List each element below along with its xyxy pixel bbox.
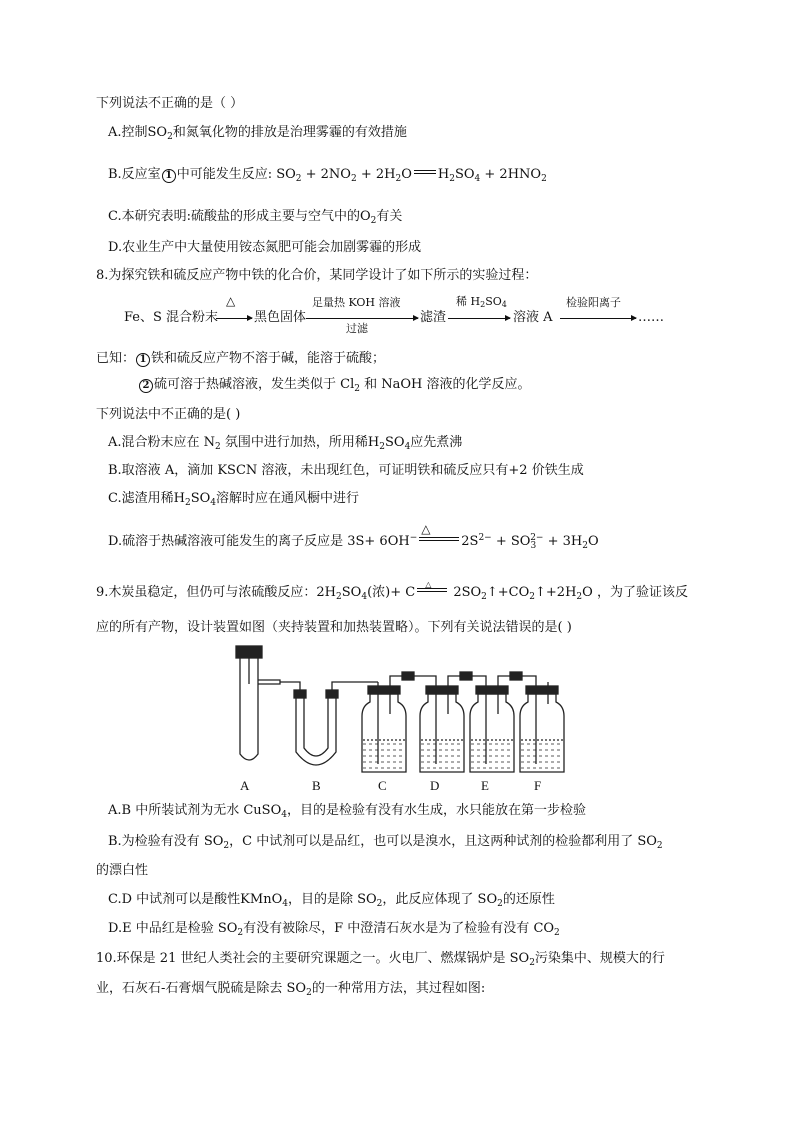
option-8d: D.硫溶于热碱溶液可能发生的离子反应是 3S+ 6OH− △ $2S^{2-} + SO_3^{2-} + 3H_2O$ [108, 522, 599, 551]
option-9b: B.为检验有没有 $SO_2$，C 中试剂可以是品红，也可以是溴水，且这两种试剂的检验都利用了 $SO_2$ [108, 834, 663, 851]
label-c: C [378, 778, 387, 793]
flow-start: Fe、S 混合粉末 [124, 310, 219, 325]
arrow-icon [306, 318, 418, 319]
bottle-c [362, 682, 406, 772]
question-10-line1: 10.环保是 21 世纪人类社会的主要研究课题之一。火电厂、燃煤锅炉是 $SO_2$污染集中、规模大的行 [96, 951, 665, 968]
flow-residue: 滤渣 [420, 310, 447, 325]
arrow-icon [216, 318, 252, 319]
option-7c: C.本研究表明:硫酸盐的形成主要与空气中的$O_2$有关 [108, 209, 403, 226]
filter-label: 过滤 [346, 322, 368, 335]
flow-dots: …… [638, 310, 664, 325]
option-8b: B.取溶液 A，滴加 KSCN 溶液，未出现红色，可证明铁和硫反应只有+2 价铁生成 [108, 463, 584, 478]
question-9-line2: 应的所有产物，设计装置如图（夹持装置和加热装置略）。下列有关说法错误的是( ) [96, 620, 572, 635]
question-8-prompt: 下列说法中不正确的是( ) [96, 407, 241, 422]
option-9b-cont: 的漂白性 [96, 863, 149, 878]
label-f: F [534, 778, 542, 793]
option-7d: D.农业生产中大量使用铵态氮肥可能会加剧雾霾的形成 [108, 240, 422, 255]
u-tube-b [296, 698, 336, 765]
heat-symbol: △ [421, 522, 431, 536]
label-e: E [481, 778, 489, 793]
known-1: 已知： 1 铁和硫反应产物不溶于碱，能溶于硫酸； [96, 351, 386, 366]
option-7b: B.反应室 1 中可能发生反应: $SO_2 + 2NO_2 + 2H_2O$ $H_2SO_4 + 2HNO_2$ [108, 167, 547, 184]
bottle-f [520, 682, 564, 772]
label-b: B [312, 778, 321, 793]
known-2: 2 硫可溶于热碱溶液，发生类似于 $Cl_2$ 和 NaOH 溶液的化学反应。 [138, 376, 531, 394]
arrow-icon [560, 318, 636, 319]
heat-symbol: △ [425, 580, 432, 589]
option-9a: A.B 中所装试剂为无水 CuSO$_4$，目的是检验有没有水生成，水只能放在第一步检验 [108, 803, 586, 820]
option-9d: D.E 中品红是检验 $SO_2$有没有被除尽，F 中澄清石灰水是为了检验有没有 $CO_2$ [108, 921, 560, 938]
bottle-d [420, 682, 464, 772]
question-7-prompt: 下列说法不正确的是（ ） [96, 96, 244, 111]
koh-label: 足量热 KOH 溶液 [312, 296, 401, 309]
question-9-stem: 9.木炭虽稳定，但仍可与浓硫酸反应：$2H_2SO_4$(浓)+ C △ $2SO_2↑+CO_2↑+2H_2O$ ，为了验证该反 [96, 584, 688, 602]
experiment-flow-diagram [96, 294, 696, 338]
acid-label: 稀 $H_2SO_4$ [456, 295, 507, 309]
circled-number-icon: 1 [162, 169, 176, 183]
bottle-e [470, 682, 514, 772]
apparatus-diagram [228, 644, 568, 794]
arrow-icon [448, 318, 510, 319]
equals-sign-icon [414, 170, 436, 174]
flow-black-solid: 黑色固体 [254, 310, 307, 325]
circled-number-icon: 2 [139, 379, 153, 393]
label-a: A [240, 778, 250, 793]
option-9c: C.D 中试剂可以是酸性KMnO$_4$，目的是除 $SO_2$，此反应体现了 $SO_2$的还原性 [108, 892, 555, 909]
flow-solution-a: 溶液 A [513, 310, 553, 325]
label-d: D [430, 778, 440, 793]
question-10-line2: 业，石灰石-石膏烟气脱硫是除去 $SO_2$的一种常用方法，其过程如图: [96, 981, 486, 998]
question-8-stem: 8.为探究铁和硫反应产物中铁的化合价，某同学设计了如下所示的实验过程： [96, 268, 538, 283]
option-8a: A.混合粉末应在 $N_2$ 氛围中进行加热，所用稀$H_2SO_4$应先煮沸 [108, 435, 463, 452]
option-7a: A.控制$SO_2$和氮氧化物的排放是治理雾霾的有效措施 [108, 125, 407, 142]
test-label: 检验阳离子 [566, 296, 621, 309]
option-8c: C.滤渣用稀$H_2SO_4$溶解时应在通风橱中进行 [108, 491, 360, 508]
heat-symbol: △ [226, 294, 236, 308]
circled-number-icon: 1 [136, 353, 150, 367]
